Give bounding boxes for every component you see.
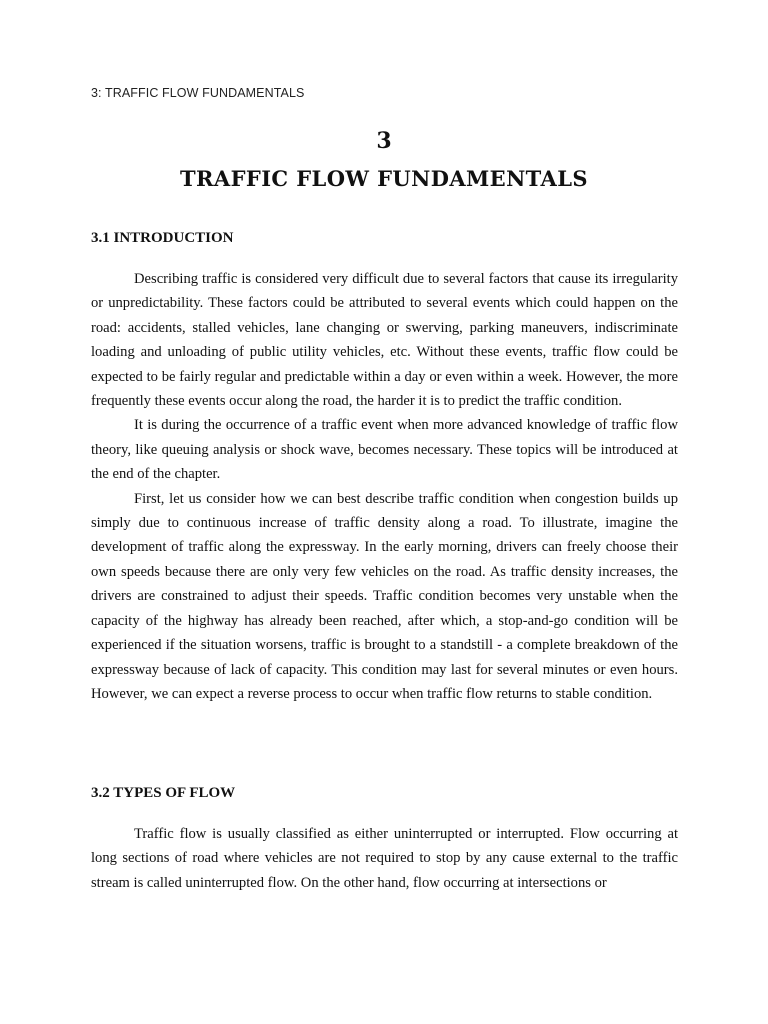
- section-heading-types-of-flow: 3.2 TYPES OF FLOW: [91, 785, 236, 801]
- paragraph: First, let us consider how we can best describe traffic condition when congestion builds up simply due to continuous increase of traffic density along a road. To illustrate, imagine the development of traffic along the expressway. In the early morning, drivers can freely choose their own speeds because there are only very few vehicles on the road. As traffic density increases, the drivers are constrained to adjust their speeds. Traffic condition becomes very unstable when the capacity of the highway has already been reached, after which, a stop-and-go condition will be experienced if the situation worsens, traffic is brought to a standstill - a complete breakdown of the expressway because of lack of capacity. This condition may last for several minutes or even hours. However, we can expect a reverse process to occur when traffic flow returns to stable condition.: [91, 490, 678, 702]
- paragraph: Traffic flow is usually classified as either uninterrupted or interrupted. Flow occurring at long sections of road where vehicles are not required to stop by any cause external to the traffic stream is called uninterrupted flow. On the other hand, flow occurring at intersections or: [91, 826, 678, 891]
- chapter-number: 3: [376, 128, 392, 154]
- running-header: 3: TRAFFIC FLOW FUNDAMENTALS: [91, 86, 305, 100]
- paragraph: It is during the occurrence of a traffic event when more advanced knowledge of traffic flow theory, like queuing analysis or shock wave, becomes necessary. These topics will be introduced at the end of the chapter.: [91, 417, 678, 483]
- section-heading-introduction: 3.1 INTRODUCTION: [91, 230, 234, 246]
- section-body-types-of-flow: [91, 822, 678, 895]
- paragraph: Describing traffic is considered very difficult due to several factors that cause its irregularity or unpredictability. These factors could be attributed to several events which could happen on the road: accidents, stalled vehicles, lane changing or swerving, parking maneuvers, indiscriminate loading and unloading of public utility vehicles, etc. Without these events, traffic flow could be expected to be fairly regular and predictable within a day or even within a week. However, the more frequently these events occur along the road, the harder it is to predict the traffic condition.: [91, 271, 678, 410]
- chapter-title: TRAFFIC FLOW FUNDAMENTALS: [180, 166, 588, 191]
- section-body-introduction: [91, 267, 678, 706]
